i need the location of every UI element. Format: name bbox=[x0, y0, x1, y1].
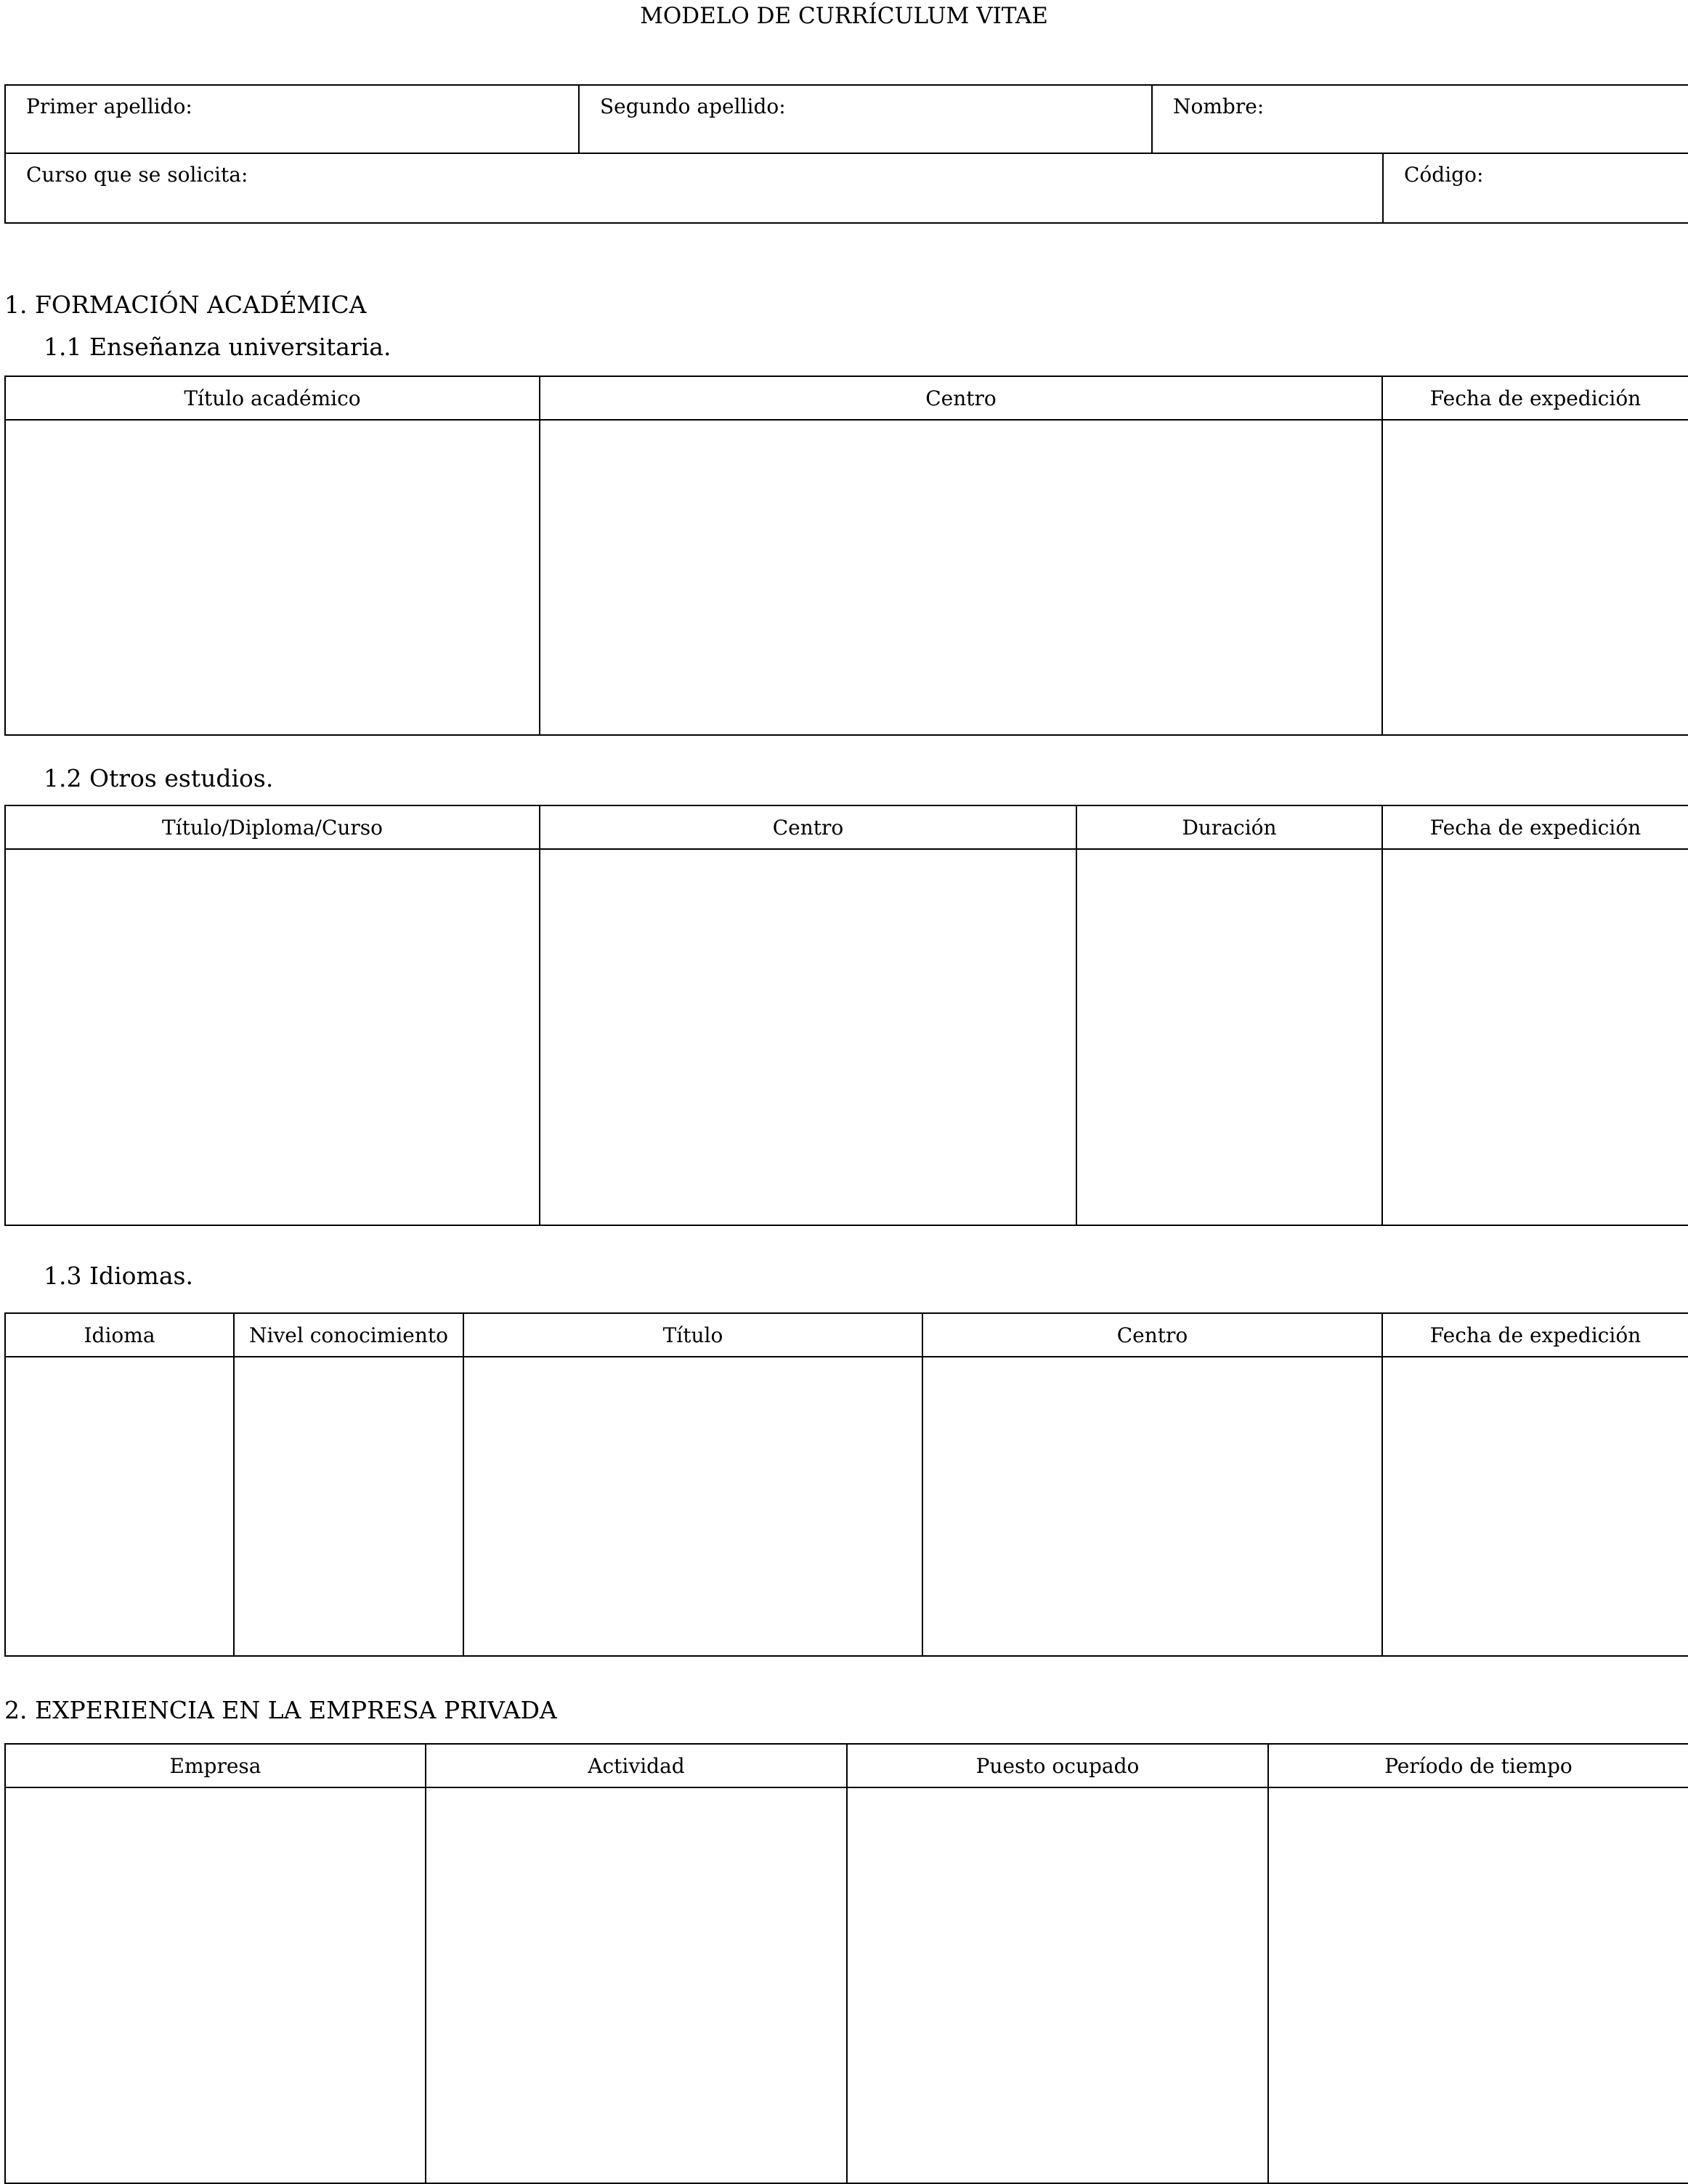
empresa-cell[interactable] bbox=[5, 1787, 426, 2183]
column-header: Fecha de expedición bbox=[1382, 376, 1688, 420]
column-header: Puesto ocupado bbox=[847, 1744, 1268, 1787]
idiomas-table bbox=[4, 1312, 1688, 1657]
column-header: Nivel conocimiento bbox=[234, 1313, 463, 1357]
nombre-label: Nombre: bbox=[1173, 94, 1265, 118]
identification-table bbox=[4, 84, 1688, 224]
column-header: Empresa bbox=[5, 1744, 426, 1787]
titulo-cell[interactable] bbox=[463, 1357, 922, 1656]
column-header: Período de tiempo bbox=[1268, 1744, 1688, 1787]
centro-cell[interactable] bbox=[922, 1357, 1382, 1656]
actividad-cell[interactable] bbox=[426, 1787, 847, 2183]
duracion-cell[interactable] bbox=[1076, 849, 1382, 1225]
column-header: Título/Diploma/Curso bbox=[5, 805, 540, 849]
curso-field[interactable] bbox=[5, 153, 1383, 223]
otros-estudios-table bbox=[4, 805, 1688, 1226]
puesto-ocupado-cell[interactable] bbox=[847, 1787, 1268, 2183]
page-title: MODELO DE CURRÍCULUM VITAE bbox=[640, 3, 1048, 29]
centro-cell[interactable] bbox=[540, 849, 1076, 1225]
segundo-apellido-field[interactable] bbox=[579, 85, 1152, 153]
column-header: Fecha de expedición bbox=[1382, 1313, 1688, 1357]
section-heading-experiencia: 2. EXPERIENCIA EN LA EMPRESA PRIVADA bbox=[4, 1696, 557, 1724]
segundo-apellido-label: Segundo apellido: bbox=[600, 94, 786, 118]
titulo-diploma-cell[interactable] bbox=[5, 849, 540, 1225]
codigo-field[interactable] bbox=[1383, 153, 1688, 223]
fecha-expedicion-cell[interactable] bbox=[1382, 1357, 1688, 1656]
codigo-label: Código: bbox=[1404, 163, 1484, 187]
column-header: Fecha de expedición bbox=[1382, 805, 1688, 849]
column-header: Centro bbox=[540, 376, 1382, 420]
fecha-expedicion-cell[interactable] bbox=[1382, 420, 1688, 735]
nombre-field[interactable] bbox=[1152, 85, 1688, 153]
fecha-expedicion-cell[interactable] bbox=[1382, 849, 1688, 1225]
column-header: Centro bbox=[540, 805, 1076, 849]
column-header: Idioma bbox=[5, 1313, 234, 1357]
idioma-cell[interactable] bbox=[5, 1357, 234, 1656]
column-header: Título académico bbox=[5, 376, 540, 420]
curso-label: Curso que se solicita: bbox=[26, 163, 248, 187]
section-heading-formacion: 1. FORMACIÓN ACADÉMICA bbox=[4, 291, 367, 319]
experiencia-table bbox=[4, 1743, 1688, 2184]
subsection-heading-universitaria: 1.1 Enseñanza universitaria. bbox=[44, 333, 391, 361]
subsection-heading-idiomas: 1.3 Idiomas. bbox=[44, 1262, 193, 1290]
primer-apellido-field[interactable] bbox=[5, 85, 579, 153]
periodo-tiempo-cell[interactable] bbox=[1268, 1787, 1688, 2183]
centro-cell[interactable] bbox=[540, 420, 1382, 735]
universitaria-table bbox=[4, 375, 1688, 736]
column-header: Centro bbox=[922, 1313, 1382, 1357]
column-header: Título bbox=[463, 1313, 922, 1357]
subsection-heading-otros: 1.2 Otros estudios. bbox=[44, 764, 274, 792]
primer-apellido-label: Primer apellido: bbox=[26, 94, 192, 118]
column-header: Actividad bbox=[426, 1744, 847, 1787]
column-header: Duración bbox=[1076, 805, 1382, 849]
nivel-conocimiento-cell[interactable] bbox=[234, 1357, 463, 1656]
titulo-academico-cell[interactable] bbox=[5, 420, 540, 735]
